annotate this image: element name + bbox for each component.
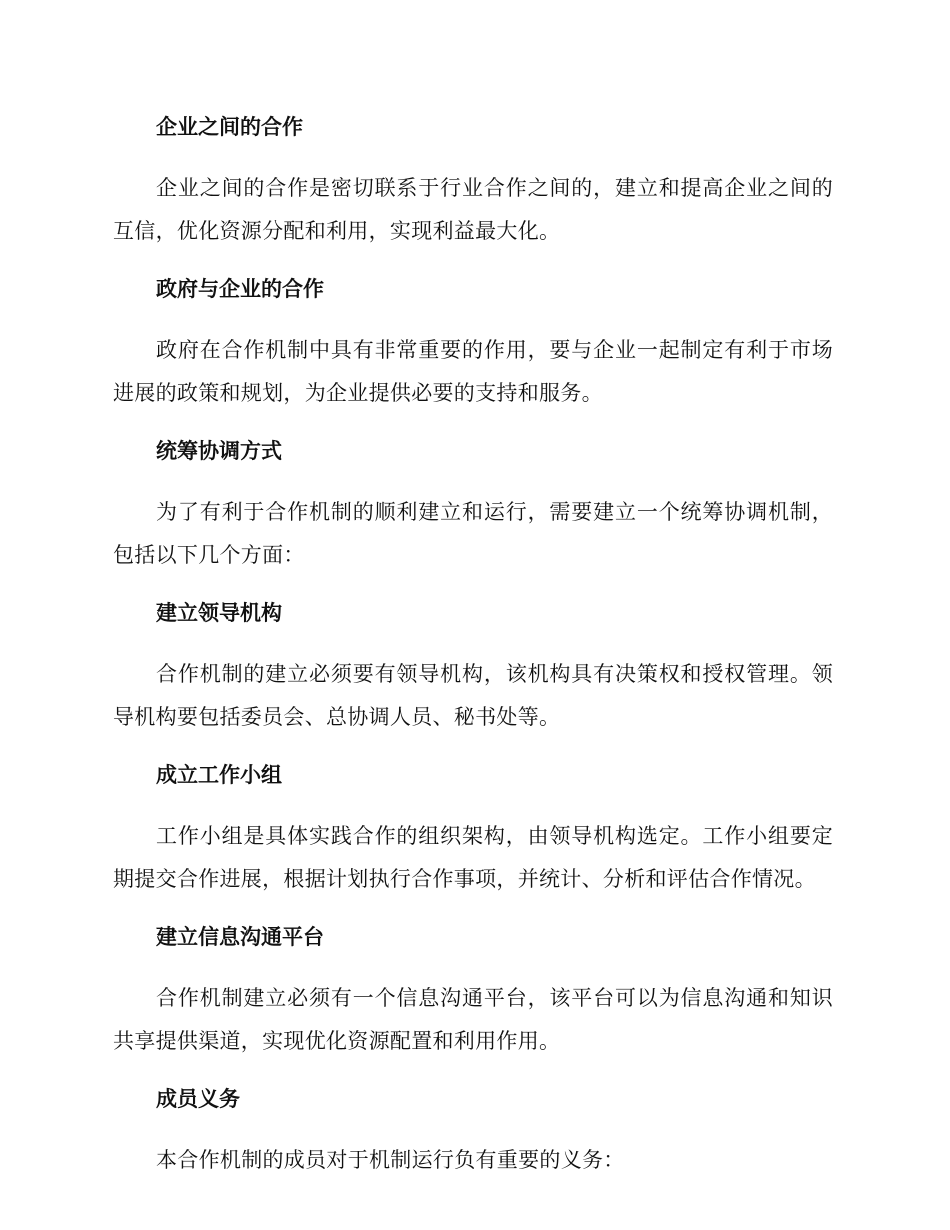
section-heading: 政府与企业的合作 [156,277,324,301]
section-paragraph: 工作小组是具体实践合作的组织架构，由领导机构选定。工作小组要定期提交合作进展，根据计划执行合作事项，并统计、分析和评估合作情况。 [113,824,833,891]
section-coordination-method [113,431,833,577]
section-heading: 统筹协调方式 [156,439,282,463]
section-paragraph: 合作机制建立必须有一个信息沟通平台，该平台可以为信息沟通和知识共享提供渠道，实现优化资源配置和利用作用。 [113,986,833,1053]
document-page [113,107,833,1198]
section-leadership-body [113,593,833,739]
section-heading: 企业之间的合作 [156,115,303,139]
section-working-group [113,755,833,901]
section-paragraph: 为了有利于合作机制的顺利建立和运行，需要建立一个统筹协调机制，包括以下几个方面： [113,500,833,567]
section-heading: 成员义务 [156,1087,240,1111]
section-communication-platform [113,917,833,1063]
section-member-obligations [113,1079,833,1182]
section-heading: 建立信息沟通平台 [156,925,324,949]
section-paragraph: 企业之间的合作是密切联系于行业合作之间的，建立和提高企业之间的互信，优化资源分配和利用，实现利益最大化。 [113,176,833,243]
section-heading: 建立领导机构 [156,601,282,625]
section-paragraph: 本合作机制的成员对于机制运行负有重要的义务： [156,1148,625,1172]
section-government-enterprise-cooperation [113,269,833,415]
section-heading: 成立工作小组 [156,763,282,787]
section-paragraph: 合作机制的建立必须要有领导机构，该机构具有决策权和授权管理。领导机构要包括委员会、总协调人员、秘书处等。 [113,662,833,729]
section-enterprise-cooperation [113,107,833,253]
section-paragraph: 政府在合作机制中具有非常重要的作用，要与企业一起制定有利于市场进展的政策和规划，为企业提供必要的支持和服务。 [113,338,833,405]
